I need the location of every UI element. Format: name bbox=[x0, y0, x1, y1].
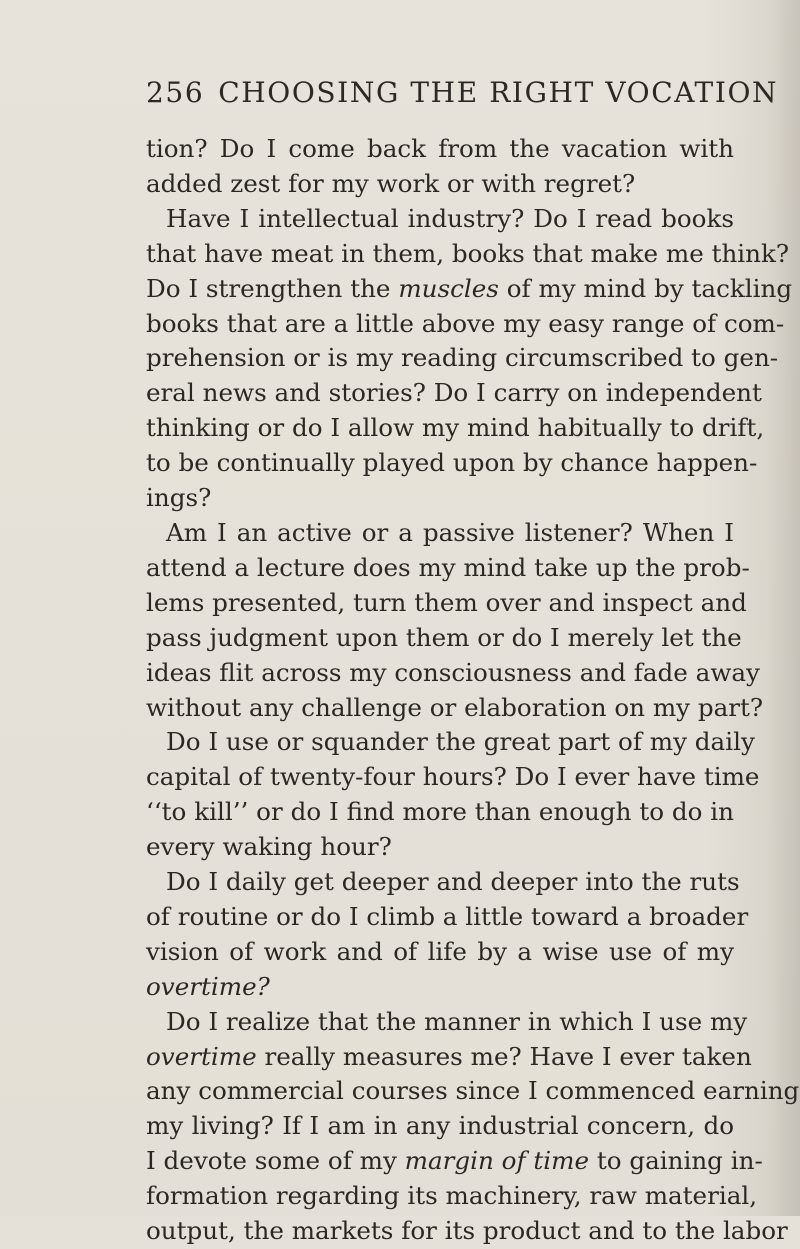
emphasis-text: overtime? bbox=[146, 971, 270, 1001]
text-line: every waking hour? bbox=[146, 832, 392, 862]
text-line: lems presented, turn them over and inspect and bbox=[146, 587, 747, 617]
text-line: my living? If I am in any industrial concern, do bbox=[146, 1111, 734, 1141]
text-line: Do I realize that the manner in which I use my bbox=[166, 1006, 748, 1036]
running-title: CHOOSING THE RIGHT VOCATION bbox=[218, 76, 779, 109]
text-line: any commercial courses since I commenced earning bbox=[146, 1076, 800, 1106]
text-run: I devote some of my bbox=[146, 1146, 405, 1176]
text-line: ings? bbox=[146, 483, 212, 513]
text-line: eral news and stories? Do I carry on independent bbox=[146, 378, 762, 408]
text-line: pass judgment upon them or do I merely let the bbox=[146, 622, 742, 652]
text-run: of my mind by tackling bbox=[498, 273, 793, 303]
text-line: of routine or do I climb a little toward a broader bbox=[146, 901, 749, 931]
emphasis-text: overtime bbox=[146, 1041, 257, 1071]
text-line: prehension or is my reading circumscribed to gen- bbox=[146, 343, 779, 373]
text-line: formation regarding its machinery, raw material, bbox=[146, 1181, 758, 1211]
text-line: added zest for my work or with regret? bbox=[146, 168, 636, 198]
text-line bbox=[146, 1144, 763, 1179]
text-run: really measures me? Have I ever taken bbox=[256, 1041, 752, 1071]
text-line: Have I intellectual industry? Do I read books bbox=[166, 203, 734, 233]
page-number: 256 bbox=[146, 76, 205, 109]
text-line: vision of work and of life by a wise use of my bbox=[146, 936, 734, 966]
body-text bbox=[146, 132, 800, 1249]
text-line: tion? Do I come back from the vacation with bbox=[146, 134, 734, 163]
text-line: output, the markets for its product and to the labor bbox=[146, 1216, 788, 1246]
text-line: ‘‘to kill’’ or do I find more than enough to do in bbox=[146, 797, 734, 827]
text-line: Am I an active or a passive listener? When I bbox=[166, 517, 734, 547]
text-line: books that are a little above my easy range of com- bbox=[146, 308, 785, 338]
text-run: to gaining in- bbox=[589, 1146, 763, 1176]
text-line: Do I daily get deeper and deeper into the ruts bbox=[166, 867, 740, 897]
text-line: to be continually played upon by chance happen- bbox=[146, 448, 758, 478]
text-line: thinking or do I allow my mind habitually to drift, bbox=[146, 413, 765, 443]
text-line: without any challenge or elaboration on my part? bbox=[146, 692, 764, 722]
text-line: attend a lecture does my mind take up the prob- bbox=[146, 552, 750, 582]
text-line: Do I use or squander the great part of my daily bbox=[166, 727, 755, 757]
emphasis-text: muscles bbox=[398, 273, 499, 303]
text-line bbox=[146, 272, 793, 307]
text-line: that have meat in them, books that make me think? bbox=[146, 238, 790, 268]
emphasis-text: margin of time bbox=[404, 1146, 590, 1176]
text-run: Do I strengthen the bbox=[146, 273, 399, 303]
text-line bbox=[146, 970, 734, 1005]
text-line bbox=[146, 1040, 752, 1075]
text-line: ideas flit across my consciousness and fade away bbox=[146, 657, 760, 687]
page-header bbox=[146, 76, 778, 109]
text-line: capital of twenty-four hours? Do I ever have time bbox=[146, 762, 760, 792]
